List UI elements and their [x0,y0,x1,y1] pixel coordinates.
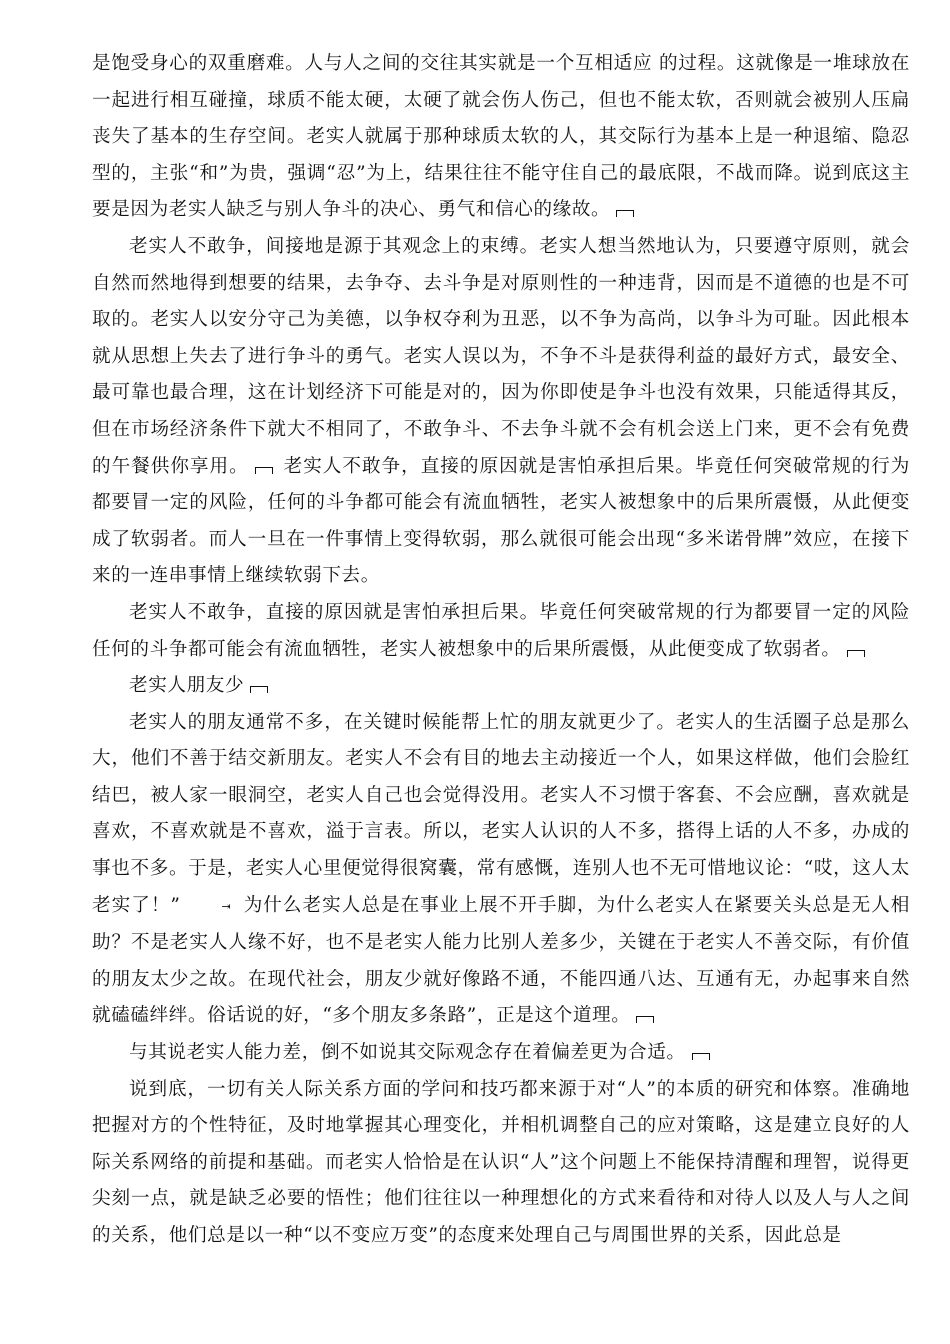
paragraph-3 [92,595,910,668]
paragraph-4-text: 老实人朋友少 [129,675,245,697]
paragraph-6 [92,1035,910,1072]
paragraph-5-text: 老实人的朋友通常不多，在关键时候能帮上忙的朋友就更少了。老实人的生活圈子总是那么大，他们不善于结交新朋友。老实人不会有目的地去主动接近一个人，如果这样做，他们会脸红结巴，被人家一眼洞空，老实人自己也会觉得没用。老实人不习惯于客套、不会应酬，喜欢就是喜欢，不喜欢就是不喜欢，溢于言表。所以，老实人认识的人不多，搭得上话的人不多，办成的事也不多。于是，老实人心里便觉得很窝囊，常有感慨，连别人也不无可惜地议论：“哎，这人太老实了！” [92,711,910,916]
paragraph-6-text: 与其说老实人能力差，倒不如说其交际观念存在着偏差更为合适。 [129,1042,686,1064]
paragraph-5 [92,705,910,1035]
line-break-icon: ⇥ [221,899,231,913]
paragraph-4 [92,668,910,705]
paragraph-7-text: 说到底，一切有关人际关系方面的学问和技巧都来源于对“人”的本质的研究和体察。准确地把握对方的个性特征，及时地掌握其心理变化，并相机调整自己的应对策略，这是建立良好的人际关系网络的前提和基础。而老实人恰恰是在认识“人”这个问题上不能保持清醒和理智，说得更尖刻一点，就是缺乏必要的悟性；他们往往以一种理想化的方式来看待和对待人以及人与人之间的关系，他们总是以一种“以不变应万变”的态度来处理自己与周围世界的关系，因此总是 [92,1078,910,1246]
paragraph-break-icon [692,1053,710,1060]
paragraph-2 [92,229,910,595]
paragraph-break-icon [847,650,865,657]
document-page [92,46,910,1255]
paragraph-1 [92,46,910,229]
paragraph-break-icon [250,686,268,693]
paragraph-3-text: 老实人不敢争，直接的原因就是害怕承担后果。毕竟任何突破常规的行为都要冒一定的风险任何的斗争都可能会有流血牺牲，老实人被想象中的后果所震慑，从此便变成了软弱者。 [92,601,910,660]
paragraph-2-text: 老实人不敢争，间接地是源于其观念上的束缚。老实人想当然地认为，只要遵守原则，就会自然而然地得到想要的结果，去争夺、去斗争是对原则性的一种违背，因而是不道德的也是不可取的。老实人以安分守己为美德，以争权夺利为丑恶，以不争为高尚，以争斗为可耻。因此根本就从思想上失去了进行争斗的勇气。老实人误以为，不争不斗是获得利益的最好方式，最安全、最可靠也最合理，这在计划经济下可能是对的，因为你即使是争斗也没有效果，只能适得其反，但在市场经济条件下就大不相同了，不敢争斗、不去争斗就不会有机会送上门来，更不会有免费的午餐供你享用。 [92,235,910,477]
paragraph-break-icon [636,1016,654,1023]
paragraph-5-tail: 为什么老实人总是在事业上展不开手脚，为什么老实人在紧要关头总是无人相助？不是老实人人缘不好，也不是老实人能力比别人差多少，关键在于老实人不善交际，有价值的朋友太少之故。在现代社会，朋友少就好像路不通，不能四通八达、互通有无，办起事来自然就磕磕绊绊。俗话说的好，“多个朋友多条路”，正是这个道理。 [92,894,910,1027]
paragraph-2-tail: 老实人不敢争，直接的原因就是害怕承担后果。毕竟任何突破常规的行为都要冒一定的风险，任何的斗争都可能会有流血牺牲，老实人被想象中的后果所震慑，从此便变成了软弱者。而人一旦在一件事情上变得软弱，那么就很可能会出现“多米诺骨牌”效应，在接下来的一连串事情上继续软弱下去。 [92,455,910,587]
paragraph-break-icon [616,210,634,217]
paragraph-break-icon [255,467,273,474]
paragraph-1-text: 是饱受身心的双重磨难。人与人之间的交往其实就是一个互相适应 的过程。这就像是一堆球放在一起进行相互碰撞，球质不能太硬，太硬了就会伤人伤己，但也不能太软，否则就会被别人压扁丧失了基本的生存空间。老实人就属于那种球质太软的人，其交际行为基本上是一种退缩、隐忍型的，主张“和”为贵，强调“忍”为上，结果往往不能守住自己的最底限，不战而降。说到底这主要是因为老实人缺乏与别人争斗的决心、勇气和信心的缘故。 [92,53,910,221]
paragraph-7 [92,1072,910,1255]
